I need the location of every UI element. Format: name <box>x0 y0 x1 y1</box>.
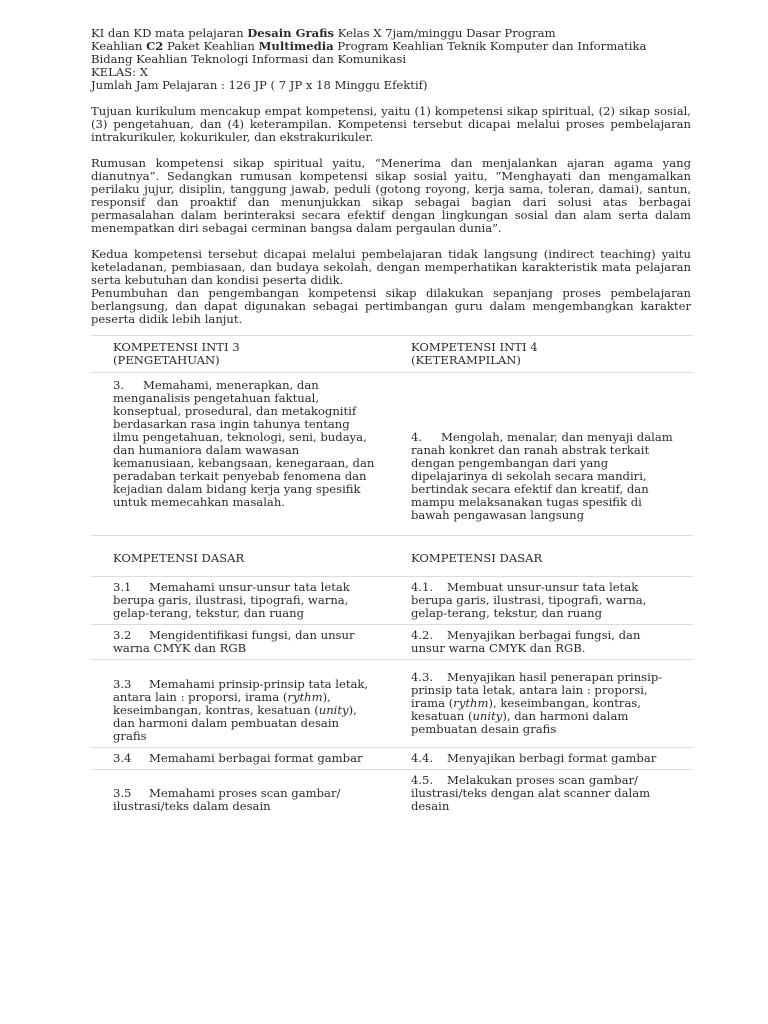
ki3-text: Memahami, menerapkan, dan menganalisis pengetahuan faktual, konseptual, prosedural, dan metakognitif berdasarkan rasa ingin tahunya tentang ilmu pengetahuan, teknologi, seni, budaya, dan humaniora dalam wawasan kemanusiaan, kebangsaan, kenegaraan, dan peradaban terkait penyebab fenomena dan kejadian dalam bidang kerja yang spesifik untuk memecahkan masalah. <box>113 378 375 509</box>
kd3-cell <box>91 660 391 748</box>
paragraph-development: Penumbuhan dan pengembangan kompetensi sikap dilakukan sepanjang proses pembelajaran berlangsung, dan dapat digunakan sebagai pertimbangan guru dalam mengembangkan karakter peserta didik lebih lanjut. <box>91 286 691 326</box>
ki4-text: Mengolah, menalar, dan menyaji dalam ranah konkret dan ranah abstrak terkait dengan pengembangan dari yang dipelajarinya di sekolah secara mandiri, bertindak secara efektif dan kreatif, dan mampu melaksanakan tugas spesifik di bawah pengawasan langsung <box>411 430 673 522</box>
kd-text: Memahami unsur-unsur tata letak berupa garis, ilustrasi, tipografi, warna, gelap-terang, tekstur, dan ruang <box>113 580 350 620</box>
kd-number: 4.5. <box>411 773 434 787</box>
competency-table <box>91 335 693 817</box>
kd-text: Memahami berbagai format gambar <box>149 751 363 765</box>
ki4-cell <box>391 373 693 536</box>
kd-text: Memahami prinsip-prinsip tata letak, antara lain : proporsi, irama ( <box>113 677 369 704</box>
lesson-hours: Jumlah Jam Pelajaran : 126 JP ( 7 JP x 18 Minggu Efektif) <box>91 78 428 92</box>
table-row <box>91 577 693 625</box>
kd-number: 4.4. <box>411 751 434 765</box>
kd-text: ), keseimbangan, kontras, kesatuan ( <box>113 690 331 717</box>
kd-number: 3.4 <box>113 751 132 765</box>
kd4-cell <box>391 660 693 748</box>
header-text: Paket Keahlian <box>163 39 259 53</box>
kd4-cell <box>391 748 693 770</box>
kd-text: Mengidentifikasi fungsi, dan unsur warna CMYK dan RGB <box>113 628 355 655</box>
kd-text: Melakukan proses scan gambar/ ilustrasi/teks dengan alat scanner dalam desain <box>411 773 651 813</box>
kd3-cell <box>91 625 391 660</box>
table-row <box>91 373 693 536</box>
kd-text: ), dan harmoni dalam pembuatan desain grafis <box>411 709 629 736</box>
class-label: KELAS: X <box>91 65 148 79</box>
kd-term: rythm <box>453 696 489 710</box>
kd-text: ), dan harmoni dalam pembuatan desain grafis <box>113 703 357 743</box>
kd-term: rythm <box>287 690 323 704</box>
table-row <box>91 770 693 818</box>
kd-text: Membuat unsur-unsur tata letak berupa garis, ilustrasi, tipografi, warna, gelap-terang, tekstur, dan ruang <box>411 580 647 620</box>
kd4-cell <box>391 625 693 660</box>
kd-term: unity <box>472 709 503 723</box>
header-text: KI dan KD mata pelajaran <box>91 26 248 40</box>
kd-text: ), keseimbangan, kontras, kesatuan ( <box>411 696 641 723</box>
kd4-cell <box>391 577 693 625</box>
kd3-cell <box>91 748 391 770</box>
kd-number: 3.1 <box>113 580 132 594</box>
subject-name: Desain Grafis <box>247 26 335 40</box>
kd3-cell <box>91 577 391 625</box>
paragraph-objectives: Tujuan kurikulum mencakup empat kompetensi, yaitu (1) kompetensi sikap spiritual, (2) sikap sosial, (3) pengetahuan, dan (4) keterampilan. Kompetensi tersebut dicapai melalui proses pembelajaran intrakurikuler, kokurikuler, dan ekstrakurikuler. <box>91 104 691 144</box>
header-text: Keahlian <box>91 39 147 53</box>
kd-number: 3.3 <box>113 677 132 691</box>
ki3-number: 3. <box>113 378 125 392</box>
paragraph-attitude: Rumusan kompetensi sikap spiritual yaitu, “Menerima dan menjalankan ajaran agama yang dianutnya”. Sedangkan rumusan kompetensi sikap sosial yaitu, “Menghayati dan mengamalkan perilaku jujur, disiplin, tanggung jawab, peduli (gotong royong, kerja sama, toleran, damai), santun, responsif dan proaktif dan menunjukkan sikap sebagai bagian dari solusi atas berbagai permasalahan dalam berinteraksi secara efektif dengan lingkungan sosial dan alam serta dalam menempatkan diri sebagai cerminan bangsa dalam pergaulan dunia”. <box>91 156 691 235</box>
kd4-header: KOMPETENSI DASAR <box>391 536 693 577</box>
kd-term: unity <box>318 703 349 717</box>
table-row <box>91 748 693 770</box>
kd-number: 4.3. <box>411 670 434 684</box>
paragraph-indirect: Kedua kompetensi tersebut dicapai melalui pembelajaran tidak langsung (indirect teaching) yaitu keteladanan, pembiasaan, dan budaya sekolah, dengan memperhatikan karakteristik mata pelajaran serta kebutuhan dan kondisi peserta didik. <box>91 247 691 287</box>
kd-text: Menyajikan hasil penerapan prinsip-prinsip tata letak, antara lain : proporsi, irama ( <box>411 670 663 710</box>
kd-number: 4.1. <box>411 580 434 594</box>
ki4-number: 4. <box>411 430 423 444</box>
table-row <box>91 625 693 660</box>
ki3-header: KOMPETENSI INTI 3 (PENGETAHUAN) <box>91 336 391 373</box>
kd3-cell <box>91 770 391 818</box>
kd-text: Menyajikan berbagai fungsi, dan unsur warna CMYK dan RGB. <box>411 628 641 655</box>
table-row <box>91 660 693 748</box>
kd-number: 4.2. <box>411 628 434 642</box>
document-header <box>91 27 691 326</box>
ki3-cell <box>91 373 391 536</box>
header-line-3: Bidang Keahlian Teknologi Informasi dan Komunikasi <box>91 52 407 66</box>
kd-text: Menyajikan berbagi format gambar <box>447 751 657 765</box>
header-text: Kelas X 7jam/minggu Dasar Program <box>334 26 556 40</box>
kd-number: 3.2 <box>113 628 132 642</box>
kd4-cell <box>391 770 693 818</box>
package-name: Multimedia <box>258 39 334 53</box>
table-row <box>91 336 693 373</box>
kd-text: Memahami proses scan gambar/ ilustrasi/teks dalam desain <box>113 786 341 813</box>
ki4-header: KOMPETENSI INTI 4 (KETERAMPILAN) <box>391 336 693 373</box>
kd3-header: KOMPETENSI DASAR <box>91 536 391 577</box>
header-text: Program Keahlian Teknik Komputer dan Informatika <box>333 39 647 53</box>
table-row <box>91 536 693 577</box>
kd-number: 3.5 <box>113 786 132 800</box>
program-code: C2 <box>146 39 164 53</box>
